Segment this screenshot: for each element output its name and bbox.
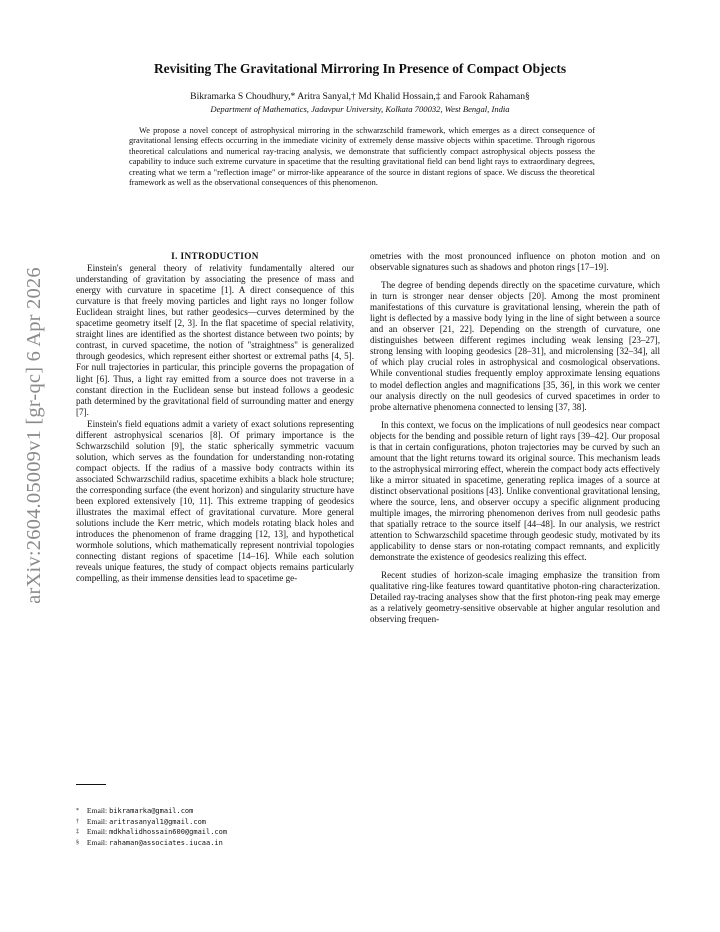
arxiv-identifier-text: arXiv:2604.05009v1 [gr-qc] 6 Apr 2026 [22, 266, 45, 604]
abstract: We propose a novel concept of astrophysical mirroring in the schwarzschild framework, which emerges as a direct consequence of gravitational lensing effects occurring in the immediate vicinity of extremely dense massive objects within spacetime. Through rigorous theoretical calculations and numerical ray-tracing analysis, we demonstrate that sufficiently compact astrophysical objects possess the capability to induce such extreme curvature in spacetime that the resulting gravitational field can bend light rays to extraordinary degrees, creating what we term a "reflection image" or mirror-like appearance of the source in distant regions of space. We discuss the theoretical framework as well as the observational consequences of this phenomenon. [129, 126, 595, 188]
email-address[interactable]: bikramarka@gmail.com [109, 807, 194, 815]
body-paragraph: Recent studies of horizon-scale imaging emphasize the transition from qualitative ring-like features toward quantitative photon-ring characterization. Detailed ray-tracing analyses show that the first photon-ring peak may emerge as a relatively geometry-sensitive observable at higher angular resolution and observing frequen- [370, 570, 660, 625]
body-paragraph: Einstein's general theory of relativity fundamentally altered our understanding of gravitation by associating the presence of mass and energy with curvature in spacetime [1]. A direct consequence of this curvature is that freely moving particles and light rays no longer follow Euclidean straight lines, but rather geodesics—curves determined by the spacetime geometry itself [2, 3]. In the flat spacetime of special relativity, straight lines are identified as the shortest distance between two points; by contrast, in curved spacetime, the notion of "straightness" is generalized through geodesics, which represent either shortest or extremal paths [4, 5]. For null trajectories in particular, this principle governs the propagation of light [6]. Thus, a light ray emitted from a source does not traverse in a constant direction in the Euclidean sense but instead follows a geodesic path determined by the gravitational field of surrounding matter and energy [7]. [76, 263, 354, 417]
footnote-label: Email: [86, 837, 108, 847]
footnote-mark: § [76, 839, 79, 846]
footnote-item [76, 817, 356, 828]
footnote-item [76, 827, 356, 838]
footnote-label: Email: [86, 816, 108, 826]
footnote-mark: * [76, 808, 79, 814]
footnote-mark: † [76, 818, 79, 825]
right-column [370, 251, 660, 626]
email-address[interactable]: aritrasanyal1@gmail.com [109, 817, 206, 826]
body-paragraph: Einstein's field equations admit a variety of exact solutions representing different astrophysical scenarios [8]. Of primary importance is the Schwarzschild solution [9], the static spherically symmetric vacuum solution, which serves as the foundation for understanding non-rotating compact objects. If the radius of a massive body contracts within its associated Schwarzschild radius, spacetime exhibits a black hole structure; the corresponding surface (the event horizon) and singularity structure have been explored extensively [10, 11]. This extreme trapping of geodesics illustrates the maximal effect of gravitational curvature. More general solutions include the Kerr metric, which models rotating black holes and introduces the phenomenon of frame dragging [12, 13], and hypothetical wormhole solutions, which mathematically represent nontrivial topologies connecting distant regions of spacetime [14–16]. While each solution reveals unique features, the study of compact objects remains particularly compelling, as their immense densities lead to spacetime ge- [76, 418, 354, 584]
section-heading: I. INTRODUCTION [171, 251, 259, 261]
footnote-divider [76, 784, 106, 785]
footnotes [76, 806, 356, 848]
arxiv-identifier-stamp [14, 215, 54, 655]
footnote-item [76, 806, 356, 817]
body-paragraph: ometries with the most pronounced influence on photon motion and on observable signatures such as shadows and photon rings [17–19]. [370, 251, 660, 273]
author-list: Bikramarka S Choudhury,* Aritra Sanyal,† Md Khalid Hossain,‡ and Farook Rahaman§ [190, 91, 530, 102]
author-affiliation: Department of Mathematics, Jadavpur University, Kolkata 700032, West Bengal, India [210, 104, 510, 114]
left-column [76, 251, 354, 584]
paper-title: Revisiting The Gravitational Mirroring In Presence of Compact Objects [153, 61, 567, 76]
footnote-item [76, 838, 356, 849]
body-paragraph: The degree of bending depends directly on the spacetime curvature, which in turn is stronger near denser objects [20]. Among the most prominent manifestations of this curvature is gravitational lensing, wherein the path of light is deflected by a massive body lying in the line of sight between a source and an observer [21, 22]. Depending on the strength of curvature, one distinguishes between different regimes including weak lensing [23–27], strong lensing with looping geodesics [28–31], and microlensing [32–34], all of which play crucial roles in astrophysical and cosmological observations. While conventional studies frequently employ approximate lensing equations to model deflection angles and magnifications [35, 36], in this work we center our analysis directly on the null geodesics of curved spacetimes in order to probe alternative phenomena connected to lensing [37, 38]. [370, 280, 660, 412]
footnote-label: Email: [86, 806, 108, 815]
body-paragraph: In this context, we focus on the implications of null geodesics near compact objects for the bending and possible return of light rays [39–42]. Our proposal is that in certain configurations, photon trajectories may be curved by such an amount that the light returns toward its original source. This mechanism leads to the astrophysical mirroring effect, wherein the compact body acts effectively like a mirror situated in spacetime, generating replica images of a source at distinct observational positions [43]. Unlike conventional gravitational lensing, where the source, lens, and observer occupy a specific alignment producing multiple images, the mirroring phenomenon derives from null geodesic paths that spatially retrace to the source itself [44–48]. In our analysis, we restrict attention to Schwarzschild spacetime through geodesic study, motivated by its applicability to dense stars or non-rotating compact remnants, and explicitly demonstrate the existence of geodesics realizing this effect. [370, 419, 660, 563]
email-address[interactable]: mdkhalidhossain600@gmail.com [109, 828, 228, 836]
email-address[interactable]: rahaman@associates.iucaa.in [109, 838, 223, 847]
footnote-label: Email: [86, 827, 108, 836]
footnote-mark: ‡ [76, 829, 79, 835]
